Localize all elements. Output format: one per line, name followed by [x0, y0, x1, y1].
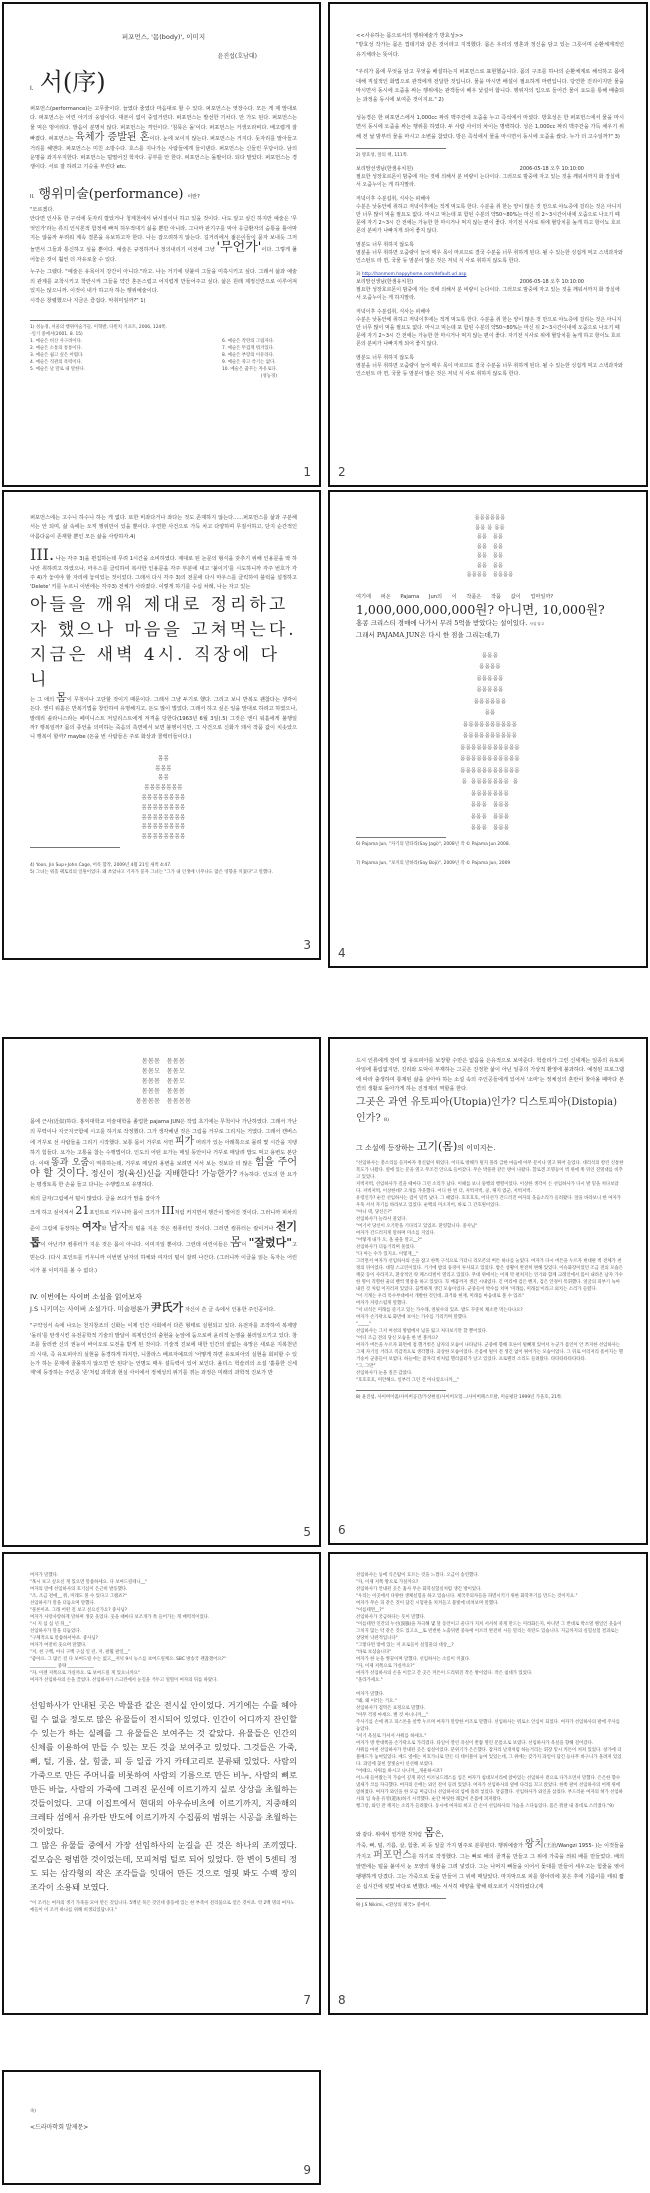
page-3-large-text: 아들을 깨워 제대로 정리하고자 했으나 마음을 고쳐먹는다. 지금은 새벽 4시. 직장에 다니: [30, 594, 297, 690]
quote-author: 보리맘선생님(한샘유치원): [356, 166, 414, 173]
page-7: [2, 1552, 321, 2015]
story-line: 여자가 말했다.: [356, 1692, 385, 1697]
story-line: "그, 그만": [356, 1363, 376, 1369]
page-number: 1: [303, 465, 311, 479]
novel-excerpt: [356, 1160, 624, 1384]
page-8-heading: 와 같다. 위에서 열거한 것처럼 몸은,: [356, 1826, 444, 1839]
story-line: "구체적으로 말씀하셔야죠. 중사님?: [30, 1636, 98, 1641]
page-number: 5: [303, 1525, 311, 1539]
footnote-2: 2) 방효성, 앞의 책, 111쪽.: [356, 153, 409, 159]
story-line: 뻥그랑, 와인 잔 깨지는 소리가 들려왔다. 동시에 여자의 희고 긴 손이 선임하사의 가슴을 스다듬었다. 몸은 뭐랄 내 흩데로 스러졌다."9): [356, 1804, 614, 1809]
footnote-5: 5) 그녀는 워홀 팩토리의 일원이었다. 왜 쏘았냐고 기자가 묻자 그녀는 "그가 내 인생에 너무나도 많은 영향을 끼쳤다"고 말했다.: [30, 870, 273, 876]
page-9-continuation: 속): [30, 2109, 36, 2114]
section-2-title: 행위미술(performance): [38, 186, 184, 202]
story-line: "여기서 당신이 오기만을 기다리고 있었죠. 환영합니다. 중사님": [356, 1223, 478, 1229]
story-line: 어느새 들어왔는지 가슴이 깊게 파인 이브닝드레스를 입은 여자가 침대모서리에 앉아있는 선임하사 곁으로 다가오면서 말했다. 은은한 향수 냄새가 코를 자극했다. 여자의 손에는 와인 잔이 들려 있었다. 여자가 선임하사의 옆에 다리를 꼬고 앉았다. 한쪽 팔이 선임하사의 어깨 위에 얹혀졌다. 여자가 와인을 한 모금 머금더니 선임하사의 입에 흘려 넣었다. 달콤했다. 선임하사가 와인을 삼켰다. 부드러운 여자의 혀가 선임하사의 입 속을 유영(遊泳)하기 시작했다. 순간 짜릿한 쾌감이 온몸에 퍼져왔다.: [356, 1776, 623, 1802]
story-line: 선임하사는 그저 여성의 방법에서 넋을 잃고 처다보기만 할 뿐이었다.: [356, 1328, 488, 1334]
section-3-number: III.: [30, 545, 55, 565]
story-line: 여자가 손가락으로 화면에 보이는 가수를 가리키며 말했다.: [356, 1314, 468, 1320]
story-line: 여자가 한 눈을 찡끗이며 말했다. 선임하사는 소름이 끼쳤다.: [356, 1657, 471, 1662]
novel-excerpt-end: [356, 1572, 624, 1810]
story-line: "이를테면__?": [356, 1608, 384, 1613]
story-line: 유령인가? 순간 선임하사는 겁이 덜컥 났다. 그 때였다. 호호호호, 어디선가 간드러진 여자의 웃음소리가 들려왔다. 앞을 바라보니 한 여자가 우뚝 서서 자기를 바라보고 있었다. 순백의 미소지어, 바로 그 간호원이었다.: [356, 1195, 621, 1208]
story-line: "좋아요. 그 많은 걸 다 보여드릴 수는 없고__저녁 9시 뉴스를 보여드릴께요. SBC 방송국 괜찮겠어요?": [30, 1657, 226, 1662]
story-line: 선임하사가 눈을 질끈 감았다.: [356, 1370, 413, 1376]
story-line: 여자가 자랑스럽게 말했다.: [356, 1300, 407, 1306]
story-line: "이 기계는 우리 특수부대에서 개발한 것인데, 과거와 현재, 미래를 마음대로 볼 수 있죠": [356, 1293, 524, 1299]
page-5-para-3: 크게 하고 싶어져서 21포인트로 키우니까 몸이 크기가 III처럼 커지면서 행간이 벌어진 것이다. 그러니까 피차의 준이 그림에 등장하는 여자와 남자의 털을 지운 것은 컴퓨터인 것이다. 그러면 컴퓨터는 칼이거나 전기톱이 아닌가? 컴퓨터가 지운 것은 몸이 아니다. 이미지일 뿐이다. 그런데 어린이들은 몸이 "잘렸다"고 믿는다. (다시 포인트를 키우니까 이번엔 남자의 하체와 여자의 털이 잘려 나간다. (그러니까 이글을 읽는 독자는 어린이가 볼 이미지를 볼 수 없다.): [30, 1204, 298, 1275]
page-1: [2, 2, 321, 487]
story-line: "저, 천 구백, 아니 구백 구십 일 년, 저, 팔월 팔일__": [30, 1650, 131, 1655]
section-1-title: 서(序): [39, 68, 106, 96]
page-3-para-1: 퍼포먼스에는 고수니 하수니 하는 게 없다. 또한 비좌다거나 좌다는 것도 존재하지 않는다......퍼포먼스를 삶과 구분해서는 안 되며, 삶 속에는 오직 행위만이 있을 뿐이다. 우연한 사건으로 가득 차고 다양하며 무질서하고, 단지 순간적인 아름다움이 존재할 뿐인 모든 삶을 사랑하자.4): [30, 515, 297, 540]
page-number: 8: [338, 1993, 346, 2007]
art-list: [30, 338, 297, 380]
page-2-para-2: "우리가 몸에 무엇을 담고 무엇을 배설하는지 퍼포먼스로 표현했습니다. 몸의 구조를 하나의 순환체계로 해석하고 몸에 대해 직설적인 화법으로 관객에게 전달한 것입니다. 물을 마시면 배설이 필요하게 마련입니다. 당연한 진리이지만 물을 마시면서 동시에 오줌을 싸는 행위에는 관객들이 배우 낯설어 합니다. 행위자의 입으로 들어간 물이 요도를 통해 배출되는 과정을 동시에 보여준 것이지요." 2): [356, 69, 624, 104]
story-line: "왜, 왜 이러는 거요.": [356, 1699, 397, 1704]
story-line: 저벅저벅, 선임하사가 걸을 때마다 그런 소리가 났다. 이때를 보니 풍행의 행렬이었다. 이상한 생각이 든 선임하사가 다시 발 밑을 쳐다보았다. 저벅저벅, 이상한데? 고개를 갸웃했다. 어디 한 번 더, 저벅저벅, 쿵, 뛰지 였군, 저벅저벅.: [356, 1181, 619, 1194]
section-2-number: II.: [30, 193, 35, 200]
story-line: "선임하사는 총소리를 들자마자 정신없이 뛰었다. 어디로 방해가 털지 몰라 급한 마음에 아무 문이나 열고 뛰어 들었다. 대리석의 칼린 신통한 복도가 나왔다. 옆에 있는 문을 열고 무조건 안으로 들어갔다. 무슨 박물관 같은 방이 나왔다. 할로겐 조명등이 벽 위에 쭉 뒤인 진열대를 비추고 있었다.: [356, 1160, 624, 1180]
story-line: 선임하사가 겁먹은 표정으로 말했다.: [356, 1706, 426, 1711]
page-5-quote: "구약성서 속에 나오는 천지창조의 신화는 이제 인간 사회에서 다른 형태로 실현되고 있다. 유전자를 조작하여 복제양 '돌리'를 탄생시킨 유전공학적 기술의 발달이 복제인간의 출현을 눈앞에 둠으로써 윤리적 논쟁을 불러일으키고 있다. 창조를 둘러싼 신의 권능이 바이오로 도전을 받게 된 것이다. 기술적 진보에 대한 인간의 끝없는 욕망은 새로운 지복천년의 시대, 즉 유토피아의 실현을 동경하게 하지만, 니콜라스 베르자예프의 '어떻게 하면 유토피아의 실현을 회피할 수 있는가 하는 문제에 골몰하지 않으면 안 된다'는 언명도 매우 설득력이 있어 보인다. 올더스 헉슬리의 소설 '훌륭한 신세계'에 등장하는 주인공 '존'처럼 과학과 현실 사이에서 정체성의 위기를 겪는 과정은 미래의 과학적 진보가 반: [30, 1323, 297, 1377]
footnote-4: 4) Yoon, Jin Sup+John Cage, 어록 합작, 2009년 4월 21일 새벽 4:47.: [30, 863, 172, 869]
story-line: 여자가 선임하사의 손을 이끌고 간 곳은 커튼이 드리워진 작은 방이었다. 작은 침대가 있었다.: [356, 1671, 533, 1676]
footnote-7: 7) Pajama Jun, "보지의 말하라(Say Boji)", 2009년 작 © Pajama Jun, 2009: [356, 860, 511, 866]
story-line: "바로 보셨습니다": [356, 1650, 392, 1655]
story-line: 여자의 말에 선임하사의 호기심이 은근히 발동했다.: [30, 1587, 128, 1592]
story-line: "어디 조금 전의 당신 모습을 한 번 볼까요?: [356, 1335, 438, 1341]
story-line: 여자가 말했다.: [30, 1573, 59, 1578]
story-line: 여자가 선임하사의 손을 끌었다. 선임하사가 스크린에서 눈길을 거두고 얼떨이 여자의 뒤를 따랐다.: [30, 1678, 218, 1683]
story-line: "물론이죠. 그래 어떤 걸 보고 싶으신가요? 중사님?: [30, 1608, 128, 1613]
section-2-heading: II. 행위미술(performance) 이란?: [30, 183, 297, 202]
intro-paragraph: 퍼포먼스(performance)는 고무줄이다. 늘였다 줄였다 마음대로 할 수 있다. 퍼포먼스는 엿장수다. 모든 게 제 맘대로다. 퍼포먼스는 어린 아기의 옹알이다. 대본이 없이 중얼거린다. 퍼포먼스는 발선한 기차다. 안 가도 된다. 퍼포먼스는 물 먹은 벙어리다. 발음이 분명치 않다. 퍼포먼스는 격언이다. '침묵은 돌'이다. 퍼포먼스는 거생오라비다. 배고렵게 잘 빠졌다. 퍼포먼스는 육체가 증발된 혼이다. 눈에 보이지 않는다. 퍼포먼스는 거지다. 돗자리를 말아들고 거리를 헤맨다. 퍼포먼스는 미친 소방수다. 호스를 지나가는 사람들에게 들이댄다. 퍼포먼스는 신들린 무당이다. 남의 운명을 좌지우지한다. 퍼포먼스는 덜떨어진 학자다. 공부를 안 한다. 퍼포먼스는 돌팔이다. 되다 말았다. 퍼포먼스는 경쟁이다. 서로 잘 하려고 기승을 부린다 etc.: [30, 106, 298, 171]
novel-heading: 그 소설에 등장하는 고기(몸)의 이미지는.: [356, 1139, 496, 1153]
story-line: 여자가 버튼을 누르자 화면에 점 헬거벗은 남자의 모습이 나타났다. 군중에 향해 호른이 털빼게 있어서 누군가 몸인이 안 쯔지한 선임하사는 그제 자기일 거라고 직감적으로 생각했다. 괴상한 모습이었다. 온몸에 털이 전 생긴 없이 튀어가는 모습이었다. 그 뒤로 이리저리 흩어지는 헬거숭이 군중들이 보였다. 하늘에는 잠자리 비처럼 헬리콥터가 날고 있었다. 프로펠러 소리도 들려왔다. 타타타타타타타타.: [356, 1342, 623, 1362]
story-line: 여자가 방 반대쪽을 손가락으로 가리켰다. 타일이 깔린 욕실이 반쯤 열린 문틈으로 보였다. 선임하사가 욕실을 향해 걸어갔다.: [356, 1741, 594, 1746]
page-4-body: [356, 514, 624, 867]
page-9-body: [30, 2108, 297, 2131]
page-3-para-2: III. 나는 각주 3)을 편집하는데 무려 1시간을 소비하였다. 제대로 된 논문의 형식을 갖추기 위해 인용문을 딱 하나만 취하려고 하였으나, 마우스를 클릭하여 복사한 인용문을 각주 부분에 대고 '붙이기'를 시도하니까 각주 번호가 각주 4)가 놓여야 할 자리에 놓여있는 것이었다. 그래서 다시 각주 3)의 전문에 다시 마우스를 클릭하여 블럭을 설정하고 'Delete' 키를 누르니 이번에는 각주3) 전체가 사라졌다. 이렇게 하기를 수십 차례, 나는 자고 있는: [30, 545, 297, 591]
quote-start: "모르겠다.: [30, 206, 55, 213]
page-2-para-3: 성능경은 한 퍼포먼스에서 1,000cc 짜리 맥주잔에 오줌을 누고 즉석에서 마셨다. 방효성은 한 퍼포먼스에서 물을 마시면서 동시에 오줌을 싸는 행위를 하였다. 두 사람 사이의 차이는 명백하다. 성은 1,000cc 짜리 맥주잔을 가득 채우기 위해 전 날 밤부터 물을 마시고 소변을 참았다. 방은 즉석에서 물을 마시면서 동시에 오줌을 쌌다. 누가 더 고수일까?" 3): [356, 114, 624, 140]
page-number: 4: [338, 946, 346, 960]
page-6-body: [356, 1057, 624, 1401]
document-author: 윤진섭(호남대): [217, 53, 257, 60]
page-2-para-1: "방효성 작가는 몸은 껍데기와 같은 것이라고 지적했다. 몸은 우리의 영혼과 정신을 담고 있는 그릇이며 순환체계적인 유기체라는 뜻이다.: [356, 42, 624, 58]
footnote-divider: [30, 320, 120, 321]
page-9: [2, 2070, 321, 2185]
story-line: 여자가 사랑사랑하게 말하며 생끗 웃었다. 웃을 때마다 보조개가 쏙 들어가는 게 매력적이었다.: [30, 1615, 210, 1620]
page-number: 6: [338, 1523, 346, 1537]
page-8-body: [356, 1572, 624, 1909]
story-line: "자, 이제 저쪽 방으로 가실까요?: [356, 1580, 419, 1585]
document-title: 퍼포먼스, '몸(body)', 이미지: [121, 33, 206, 41]
story-line: "아니 댁, 당신은?": [356, 1209, 393, 1215]
art-list-right: 6. 예술은 작란의 그림자다. 7. 예술은 뚜겁게 뭐겨있다. 8. 예술은 부랑의 이유라다. 9. 예술은 죽고 삭기는 없다. 10. 예술은 꿈꾸는 자유로다. (성능경): [222, 338, 277, 379]
story-line: "조, 조금 전에__ 뭐, 미래도 볼 수 있다고 그랬죠?": [30, 1594, 127, 1599]
footnote-6: 6) Pajama Jun, "자기의 말타라(Say Jagi)", 2008년 작 © Pajama Jun 2008.: [356, 841, 511, 847]
section-4-heading: IV. 이번에는 사이버 소설을 읽어보자: [30, 1293, 142, 1302]
footnote-1b: -일기 중에서(2001. 8. 15): [30, 331, 83, 337]
page-4-line-3: 그래서 PAJAMA JUN은 다시 한 점을 그리는데,7): [356, 630, 500, 639]
mom-character-art-boji: 몸몸몸 몸몸몸몸 몸몸몸몸몸 몸몸몸몸몸 몸몸몸몸몸몸 몸몸 몸몸몸몸몸몸몸몸몸몸 몸몸몸몸몸몸몸몸몸몸 몸몸몸몸몸몸몸몸몸몸몸 몸몸몸몸몸몸몸몸몸몸몸 몸몸몸몸몸몸몸몸몸몸몸 몸 몸몸몸몸몸몸몸 몸 몸몸몸몸몸몸몸 몸몸몸 몸몸몸 몸몸몸 몸몸몸 몸몸몸 몸몸몸: [460, 652, 520, 832]
story-line: "우리는 이곳에서 다양한 생체실험을 하고 있습니다. 제국주의자들을 파멸시키기 위한 화학무기를 만드는 것이지요.": [356, 1594, 578, 1599]
price-question: 1,000,000,000,000원? 아니면, 10,000원?: [356, 601, 605, 617]
story-line: 선임하사가 말을 더듬었다.: [30, 1629, 81, 1634]
story-line: 선임하사가 말을 더듬으며 말했다.: [30, 1601, 95, 1606]
story-line: 그러면서 여자가 선임하사의 손을 잡고 한쪽 구석으로 가더니 리모콘의 버튼 하나를 눌렀다. 여자가 다시 버튼을 누르자 현대판 벽 전체가 천정의 뒤이었다. 대형 스크린이었다. 거기에 밤의 풍경이 투사되고 있었다. 밤은 상황이 완전히 변해 있었다. 이슈화장이었던 조금 전의 모습은 깨끗 동이 사라지고, 환상적인 락 페스티벌이 열리고 있었다. 무대 위에서는 이제 막 펼쳐지는 연기와 함께 크레인에서 몸이 내려온 남자 가수 한 명이 격렬한 율의 밴씩 열창을 하고 있었다. 꼭 배꼽까지 생긴 시내였다. 긴 머리에 검은 벤지, 검은 안경이 특휘했다. 얼굴의 피부기 녹아내린 것 처럼 이지러져 있었다. 끔찍하게 생긴 모습이었다. 군중들이 박수를 치며 '미래를, 미래를'이라고 외치는 소리가 들렸다.: [356, 1258, 623, 1292]
quote-block: 보리맘선생님(한샘유치원) 2006-05-18 오후 10:10:00 필요한 성장호르몬이 밤중에 자는 것에 의해서 분 비량이 는다이다. 그러므로 밤중에 자고 있는 것을 깨워서까지 화 장실에서 오줌누이는 게 하지말라. 저녁이후 수분섭취, 식사는 피해야 수분은 낮동안에 취하고 저녁이후에는 적게 먹도록 한다. 수분을 취 한는 양이 많은 것 만으로 야뇨증에 걸리는 것은 아니지만 너무 많이 먹을 필요도 없다. 마시고 먹는데 포 함된 수분의 약50~80%는 마신 뒤 2~3시간이내에 오줌으로 나오기 때문에 자기 2~3시 간 전에는 가능한 한 마시거나 먹지 않는 편이 좋다. 자기전 식사로 위에 혈당치를 높게 하고 항이뇨 호르몬의 분비가 나빠지게 되어 좋지 않다. 염분도 너무 취하지 않도록 염분을 너무 취하면 오줌량이 늘어 매우 목이 마르므로 결국 수분을 너무 취하게 된다. 될 수 있는한 싱겁게 먹고 스낵과자와 인스턴트 라 면, 국물 등 염분이 많은 것은 저녁 식 사로 취하지 않도록 한다.: [356, 166, 623, 265]
section-1-number: I.: [30, 85, 34, 92]
mom-character-art-figure: 몸몸 몸몸몸 몸몸 몸몸몸몸몸몸몸 몸몸몸몸몸몸몸몸 몸몸몸몸몸몸몸몸 몸몸몸몸몸몸몸몸 몸몸몸몸몸몸몸몸 몸몸몸몸몸몸몸몸: [141, 755, 186, 841]
page-4-question: 여기에 퍼온 Pajama Jun의 이 작품은 작품 값이 얼마일까?: [356, 593, 554, 600]
section-2-emphasis: '무언가': [216, 240, 262, 256]
story-line: "혹시 보고 싶으신 게 있으면 말씀하세요. 다 보여드릴테니__": [30, 1580, 148, 1585]
intro-emphasis: 육체가 증발된 혼: [75, 132, 150, 144]
footnote-3-link[interactable]: http://hanmom.happyhome.com/default.url.asp: [361, 272, 467, 278]
story-line: 선임하사가 더듬거리며 물었다.: [356, 1244, 416, 1250]
page-5-para-4: J.S 니키미는 사이버 소설가다. 미술평론가 尹氏가 자신이 쓴 글 속에서 인용한 주인공이다.: [30, 1301, 275, 1315]
story-line: 주사기를 손에 쥐고 피스톤을 살짝 누르며 여자가 말랑한 어조로 말했다. 선임하사는 뭐로소 안심이 되었다. 여자가 선임하사의 팔에 주사를 놓았다.: [356, 1720, 621, 1732]
footnote-9: 9) J.S Nikimi, <환상의 제국> 중에서.: [356, 1903, 431, 1908]
page-5-para-1: 몸에 근사(近似)하다. 홍익대학교 미술대학을 졸업한 pajama JUN은 작업 초기에는 무척이나 가난하였다. 그래서 가난의 무력이나 지긋지긋함에 시고를 하기로 작정했다. 그가 생각해낸 것은 그림을 거꾸로 그리지는 거였다. 그래서 캔버스에 거꾸로 선 사람들을 그리기 시작했다. 보통 몸이 거꾸로 서면 피가 머리가 있는 아래쪽으로 몰려 몇 시간을 지탱하기 힘들다. 요가는 고통을 참는 수행법이다. 인도의 어떤 요가는 매일 동안이나 거꾸로 매달려 밥도 먹고 용변도 본단다. 이때 똥과 오줌이 역류하는데, 거꾸로 매달려 용변을 보려면 서서 보는 것보다 더 많은 힘을 주어야 할 것이다. 정신이 정(육신)신을 지배한다! 가능한가? 가능하다. 인도의 한 요가는 평생토록 한 손을 들고 다니는 수행법으로 유명하다.: [30, 1119, 298, 1188]
page-7-body: [30, 1572, 297, 1914]
footnote-divider: [356, 1898, 446, 1899]
story-line: "아무 걱정 마세요. 별 것 아니니까__": [356, 1713, 428, 1718]
story-line: "이를테면 인간의 누선(淚腺)을 자극해 몇 달 동안이고 울다가 지쳐 서서히 죽게 만드는 미라화든지, 아니면 그 반대로 박소열 웬일인 웃음이 그치지 않는 약 같은 것도 있고요__또 빈번한 노출뒤엔 중독에 이르러 완전히 시들 말리는 폭탄도 있습니다. 지금까지의 실험실험 결과로는 상당히 낙관적입니다": [356, 1622, 622, 1641]
page-2: [328, 2, 648, 487]
story-line: "어떻게 내가 오, 올 줄을 알고__?": [356, 1237, 422, 1243]
page-1-body: [30, 32, 297, 380]
mom-character-art-jagi: 몸몸몸몸몸몸 몸몸 몸 몸몸 몸몸 몸몸 몸몸 몸몸 몸몸 몸몸 몸몸 몸몸 몸몸몸몸 몸몸몸몸: [466, 515, 514, 578]
footnote-3: 3) http://hanmom.happyhome.com/default.url.asp: [356, 272, 467, 278]
page-number: 2: [338, 465, 346, 479]
page-8-para: 가죽, 뼈, 털, 기름, 살, 힘줄, 피 등 일곱 가지 범주로 분류된다. 행위예술가 왕치(王治/Wangzi 1955- )는 이것들을 가지고 퍼포먼스를 하기로 작정했다. 그는 뼈로 배의 골격을 만들고 그 위에 가죽을 씌워 배를 만들었다. 배의 앞면에는 털을 붙여서 눈 모양의 형상을 그려 넣었다. 그는 나머지 뼈들을 이어서 돛대를 만들어 세우고는 힘줄을 엮어 팽팽하게 당겼다. 그는 가죽으로 돛을 만들어 그 위에 매달았다. 마지막으로 피를 항아리에 붓은 후에 기름이를 태워 짧은 십시간에 핏빛 바다로 변했다. 배는 서서히 태양을 향해 떠오르기 시작하였다.(계: [356, 1839, 624, 1890]
story-line: "저 녀석은 미래를 즐기고 있는 가수래, 얼핏수의 있죠. 밥도 꾸준히 채소만 먹는다나요?: [356, 1307, 523, 1313]
story-line: 선임하사는 등에 식은땀이 흐르는 것을 느꼈다. 오금이 송연했다.: [356, 1573, 479, 1578]
page-number: 3: [303, 938, 311, 952]
footnote-divider: [356, 1390, 446, 1391]
mom-character-art-legs: 몸몸몸 몸몸몸 몸몸모 몸몸모 몸몸몸 몸몸모 몸몸몸 몸몸몸 몸몸몸몸 몸몸몸몸: [135, 1058, 192, 1105]
list-signature: (성능경): [260, 373, 277, 379]
section-2-paragraph: 안다면 인사동 한 구석에 돗자리 깔았거나 청계천에서 낚시질이나 하고 있을 것이다. 나도 알고 싶긴 하지만 예술은 '무엇인가'라는 류의 인식론적 함정에 빠져 허우적대기 싫을 뿐만 아니라, 그나마 판기구를 막아 응급환자의 숨통을 틀어막지는 않을까 두려워 계속 결론을 유보하고자 한다. 나는 잡으려하지 않는다. 길거리에서 젊은이들이 묻자 보내듯 그저 놀면서 그들과 통신하고 싶을 뿐이다. 예술은 규정하거나 정의내리기 이전에 그냥 '무언가'이다. 그렇게 풀어놓은 것이 훨씬 더 자유로울 수 있다.: [30, 216, 297, 263]
story-line: 선임하사가 놀라서 물었다.: [356, 1216, 407, 1222]
quote-block-repeat: 보리맘선생님(한샘유치원) 2006-05-18 오후 10:10:00 필요한 성장호르몬이 밤중에 자는 것에 의해서 분 비량이 는다이다. 그러므로 밤중에 자고 있는 것을 깨워서까지 화 장실에서 오줌누이는 게 하지말라. 저녁이후 수분섭취, 식사는 피해야 수분은 낮동안에 취하고 저녁이후에는 적게 먹도록 한다. 수분을 취 한는 양이 많은 것 만으로 야뇨증에 걸리는 것은 아니지만 너무 많이 먹을 필요도 없다. 마시고 먹는데 포 함된 수분의 약50~80%는 마신 뒤 2~3시간이내에 오줌으로 나오기 때문에 자기 2~3시 간 전에는 가능한 한 마시거나 먹지 않는 편이 좋다. 자기전 식사로 위에 혈당치를 높게 하고 항이뇨 호르몬의 분비가 나빠지게 되어 좋지 않다. 염분도 너무 취하지 않도록 염분을 너무 취하면 오줌량이 늘어 매우 목이 마르므로 결국 수분을 너무 취하게 된다. 될 수 있는한 싱겁게 먹고 스낵과자와 인스턴트 라 면, 국물 등 염분이 많은 것은 저녁 식 사로 취하지 않도록 한다.: [356, 279, 623, 378]
story-line: 여자가 무슨 피 같은 것이 담긴 시험관을 치켜들고 불빛에 비쳐보며 말했다.: [356, 1601, 499, 1606]
page-3-body: [30, 514, 297, 876]
story-line: "시 지 십 십 년 뒤__": [30, 1622, 71, 1627]
page-8: [328, 1552, 648, 2015]
story-line: "올라가세요.": [356, 1678, 383, 1683]
page-7-large-para: 선임하사가 안내된 곳은 박물관 같은 전시실 안이었다. 거기에는 수를 헤아릴 수 없을 정도로 많은 유물들이 전시되어 있었다. 인간이 어디까지 잔인할 수 있는가 하는 실례를 그 유물들은 보여주는 것 같았다. 유물들은 인간의 신체를 이용하여 만들 수 있는 모든 것을 보여주고 있었다. 그것들은 가죽, 뼈, 털, 기름, 살, 힘줄, 피 등 일곱 가지 카테고리로 분류돼 있었다. 사람의 가죽으로 만든 주머니를 비롯하여 사람의 기름으로 만든 비누, 사람의 뼈로 만든 바늘, 사람의 가죽에 그려진 문신에 이르기까지 실로 상상을 초월하는 것들이었다. 고대 이집트에서 현대의 아우슈비츠에 이르기까지, 지중해의 크레타 섬에서 유카탄 반도에 이르기까지 수집품의 범위는 시공을 초월하는 것이었다.: [30, 1700, 297, 1836]
page-number: 7: [303, 1993, 311, 2007]
page-5: [2, 1037, 321, 1547]
footnote-divider: [30, 847, 120, 848]
story-line: ____________ 중략 ____________: [30, 1664, 94, 1669]
section-2-paragraph-2: 누구는 그랬다. "예술은 유목이지 강간이 아니다."라고. 나는 거기에 덧붙여 그들을 미혹시키고 싶다. 그래서 삶과 예술의 관계를 교착시키고 착란시켜 그들을 약간 혼돈스럽고 어지럽게 만들어주고 싶다. 삶은 원래 제정신만으로 이루어져 있지는 않으니까. 이것이 내가 하고자 하는 행위예술이다.: [30, 269, 297, 295]
section-2-paragraph-3: 시작은 창렬했으나 지금은 즐겁다. 악취미일까?" 1): [30, 297, 146, 304]
page-5-para-2: 위의 글자/그림에서 털이 많았다. 글을 쓰다가 맘을 잡아가: [30, 1196, 161, 1202]
story-line: 샤워를 마친 선임하사가 안내된 곳은 침실이었다. 분위기가 은은했다. 잠자리 날개처럼 하늘거리는 휘장 밑시 커튼이 쳐져 있었다. 창가에 더블베드가 놓여있었다. 베드 옆에는 미호가니로 만든 티 테이블이 놓여 있었는데, 그 위에는 갖가지 과일이 담긴 등나무 바구니가 올려져 있었다. 과일에 꽂힌 꿀빛술이 신선해 보였다.: [356, 1748, 622, 1767]
page-3: [2, 490, 321, 960]
presentation-label: <드라마학회 발제문>: [30, 2124, 89, 2131]
story-line: 선임하사가 안내된 곳은 흡사 무슨 화학실험실처럼 생긴 방이었다.: [356, 1587, 482, 1592]
story-line: "자, 이젠 저쪽으로 가실까요. 또 보여드릴 게 있으니까요": [30, 1671, 140, 1676]
page-6: [328, 1037, 648, 1545]
footnote-divider: [356, 148, 446, 149]
quote-date: 2006-05-18 오후 10:10:00: [519, 166, 584, 173]
page-4: [328, 490, 648, 968]
art-list-left: 1. 예술은 비산 사구려이다. 2. 예술은 소통의 통통이다. 3. 예술은 쉽고 싶은 어렵다. 4. 예술은 직관의 폭력이다. 5. 예술은 날 말로 내 말한다.: [30, 338, 85, 372]
story-line: "자, 이제 저쪽으로 가실까요?": [356, 1664, 415, 1669]
story-line: [356, 1684, 624, 1691]
story-line: "어때요, 샤워를 하시고 나니까__개운하시죠?: [356, 1769, 443, 1774]
novel-excerpt-continued: [30, 1572, 297, 1684]
utopia-question: 그곳은 과연 유토피아(Utopia)인가? 디스토피아(Distopia)인가? 8): [356, 1096, 618, 1124]
story-line: 여자가 여전히 웃으며 말했다.: [30, 1643, 87, 1648]
page-2-heading: <<사유하는 몸으로서의 행위예술가 방효성>>: [356, 33, 464, 39]
page-6-para-1: 드시 인류에게 장미 빛 유토피아를 보장할 수만은 없음을 은유적으로 보여준다. 헉슬리가 그린 신세계는 일종의 유토피아임에 틀림없지만, 진리와 도덕이 부재하는 그곳은 진정한 삶이 아닌 일종의 가상적 환영에 불과하다. 예정된 프로그램에 따라 출생하여 통제된 삶을 살아야 하는 소설 속의 주인공들에게 있어서 '소마'는 정체성의 혼란이 찾아올 때마다 본연의 생활로 돌아가게 하는 진정제의 역할을 한다.: [356, 1058, 624, 1093]
footnote-1: 1) 성능경, 서울의 행위미술가들, 이혁발, 다빈치 기프트, 2006, 124쪽.: [30, 324, 167, 330]
page-7-small-quote: "이 조끼는 여자의 생기 가죽을 모아 만든 것입니다. 5백년 묵은 것인데 중동에 있는 한 부족이 전리품으로 얻은 것이죠. 약 2백 명의 여자노예들이 이 조끼 하나를 위해 희생되었답니다.": [30, 1901, 295, 1913]
page-4-line-2: 홍콩 크리스티 경매에 나가서 무려 5억을 받았다는 설이있다. 사실 알고: [356, 618, 545, 627]
page-5-body: [30, 1057, 297, 1379]
section-1-heading: [30, 62, 297, 97]
story-line: "_____": [356, 1321, 372, 1327]
story-line: "그렇다면 밖에 있는 저 포로들이 실험물의 대상__?: [356, 1643, 454, 1648]
story-line: 선임하사가 궁금하다는 듯이 말했다.: [356, 1615, 426, 1620]
story-line: "다 아는 수가 있지요. 이렇게__": [356, 1251, 419, 1257]
page-7-large-para-2: 그 많은 유물들 중에서 가장 선임하사의 눈길을 끈 것은 하나의 조끼였다. 겉모습은 평범한 것이었는데, 모피처럼 털로 되어 있었다. 한 변이 5센티 정도 되는 삼각형의 작은 조각들을 잇대어 만든 것으로 얼핏 봐도 수백 장의 조각이 소용돼 보였다.: [30, 1840, 297, 1892]
page-3-para-3: 는 그 애의 몸이 무척이나 고단할 것이기 때문이다. 그래서 그냥 두기로 했다. 그리고 보니 반복도 괜찮다는 생각이 든다. 앤디 워홀은 반복기법을 창안하여 유명해지고, 돈도 많이 벌었다. 그래서 하고 싶은 일을 맘대로 하려고 하였으나, 발레리 솔라니스라는 페미니스트 저널리스트에게 저격을 당한다(1963년 6월 3일).5) 그것은 앤디 워홀에게 불행일까? 행복일까? 몸의 종언을 의미하는 죽음의 측면에서 보면 불행이지만, 그 사건으로 신화가 돼서 작품 값이 치솟았으니 행복이 할까? maybe (돈을 번 사람들은 주로 화상과 콜렉터들이다.): [30, 690, 298, 741]
footnote-8: 8) 윤진섭, 사이버이즘/사이버공간/가상현실/사이버모험.../사이버페스트탈, 미술평단 1999년 가을호, 21쪽.: [356, 1394, 563, 1400]
story-line: "호호호호, 미안해요. 일부러 그런 건 아니었으니까__": [356, 1377, 460, 1383]
page-number: 9: [303, 2163, 311, 2177]
footnote-divider: [356, 837, 446, 838]
page-2-body: [356, 32, 624, 378]
story-line: 여자가 간드러지게 말하며 미소를 지었다.: [356, 1230, 436, 1236]
story-line: "저기 욕실로 가셔서 샤워를 하세요.": [356, 1734, 427, 1739]
